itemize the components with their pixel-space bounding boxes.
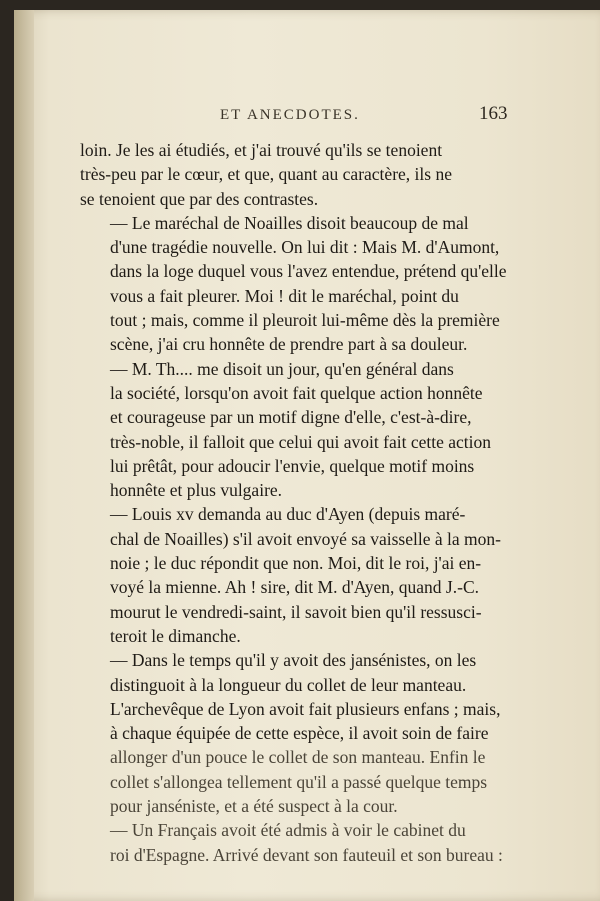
text-line: lui prêtât, pour adoucir l'envie, quelque motif moins [110,455,475,476]
text-line: teroit le dimanche. [110,625,241,646]
book-page [14,10,600,901]
text-line: à chaque équipée de cette espèce, il avoit soin de faire [110,723,489,744]
running-title: ET ANECDOTES. [220,107,360,123]
text-line: loin. Je les ai étudiés, et j'ai trouvé qu'ils se tenoient [80,140,443,160]
text-line: — Un Français avoit été admis à voir le cabinet du [110,820,466,841]
paragraph-continuation [80,138,532,211]
text-line: L'archevêque de Lyon avoit fait plusieurs enfans ; mais, [110,698,501,719]
text-line: allonger d'un pouce le collet de son manteau. Enfin le [110,747,486,768]
text-line: collet s'allongea tellement qu'il a passé quelque temps [110,771,488,792]
body-text [80,138,532,867]
text-line: d'une tragédie nouvelle. On lui dit : Mais M. d'Aumont, [110,237,500,258]
text-line: se tenoient que par des contrastes. [80,188,319,209]
text-line: roi d'Espagne. Arrivé devant son fauteuil et son bureau : [110,844,503,865]
anecdote-louis-xv [80,502,532,648]
text-line: noie ; le duc répondit que non. Moi, dit le roi, j'ai en- [110,553,482,574]
text-line: très-noble, il falloit que celui qui avoit fait cette action [110,431,491,452]
text-line: scène, j'ai cru honnête de prendre part à sa douleur. [110,334,468,355]
text-line: — Louis xv demanda au duc d'Ayen (depuis maré- [110,504,466,525]
text-line: — Dans le temps qu'il y avoit des jansénistes, on les [110,650,477,671]
text-line: — Le maréchal de Noailles disoit beaucoup de mal [110,212,469,233]
page-number: 163 [479,103,508,124]
text-line: tout ; mais, comme il pleuroit lui-même dès la première [110,310,500,331]
anecdote-francais-espagne [80,818,532,867]
page-header [14,103,600,131]
text-line: distinguoit à la longueur du collet de leur manteau. [110,674,467,695]
text-line: — M. Th.... me disoit un jour, qu'en général dans [110,358,454,379]
text-line: très-peu par le cœur, et que, quant au caractère, ils ne [80,164,452,185]
anecdote-jansenistes [80,648,532,818]
text-line: dans la loge duquel vous l'avez entendue, prétend qu'elle [110,261,507,282]
page-gutter-shadow [14,10,34,901]
text-line: vous a fait pleurer. Moi ! dit le maréchal, point du [110,285,459,306]
text-line: pour janséniste, et a été suspect à la cour. [110,796,398,817]
anecdote-noailles-tragedy [80,211,532,357]
text-line: voyé la mienne. Ah ! sire, dit M. d'Ayen, quand J.-C. [110,577,479,598]
text-line: la société, lorsqu'on avoit fait quelque action honnête [110,382,483,403]
text-line: chal de Noailles) s'il avoit envoyé sa vaisselle à la mon- [110,528,501,549]
text-line: honnête et plus vulgaire. [110,480,283,501]
anecdote-m-th [80,357,532,503]
text-line: et courageuse par un motif digne d'elle, c'est-à-dire, [110,407,472,428]
text-line: mourut le vendredi-saint, il savoit bien qu'il ressusci- [110,601,482,622]
